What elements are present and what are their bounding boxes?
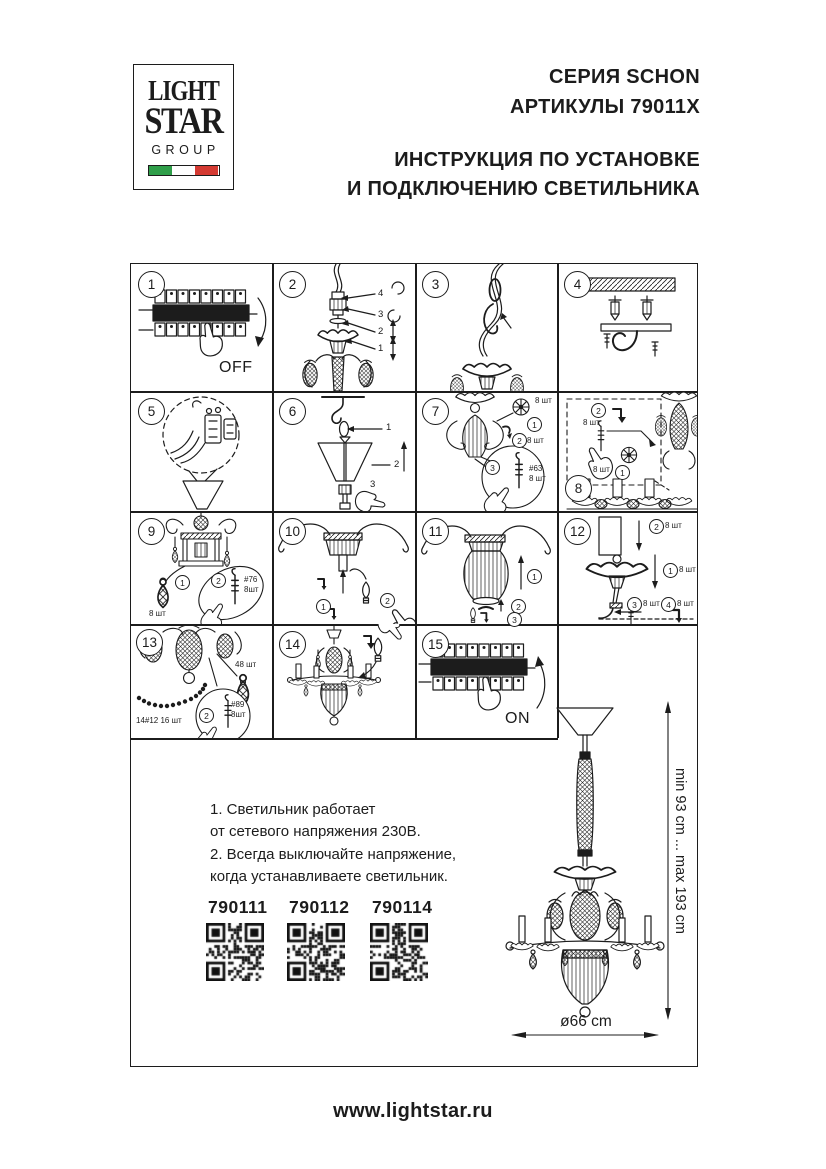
crystal-pendant-part [158,579,168,608]
step-number: 5 [138,398,165,425]
part-ref-1: 1 [527,569,542,584]
step-1 [131,264,272,391]
website-url: www.lightstar.ru [333,1100,493,1122]
part-ref-2: 2 [591,403,606,418]
part-ref-1: 1 [316,599,331,614]
step-7 [415,391,557,511]
step-12 [557,511,697,624]
part-ref-2: 2 [649,519,664,534]
italian-flag-bar [148,165,220,176]
step-6 [272,391,415,511]
flag-white [172,166,195,175]
diameter-dimension-label: ø66 cm [560,1013,612,1030]
note-line: 2. Всегда выключайте напряжение, [210,845,457,863]
part-label-1: 1 [378,343,384,354]
step-5 [131,391,272,511]
rosette-part [621,447,636,462]
part-ref-4: 4 [661,597,676,612]
part-code: #76 [244,575,258,584]
lightstar-logo [133,64,234,190]
logo-word-star: STAR [144,101,223,142]
chandelier-dimension-drawing [470,688,700,1048]
hand-icon [354,490,387,511]
qty-label: 8 шт [149,609,166,618]
part-ref-3: 3 [627,597,642,612]
qty-label: 48 шт [235,660,257,669]
part-label-3: 3 [370,479,376,490]
part-label-2: 2 [378,326,384,337]
flag-red [195,166,218,175]
qty-label: 8 шт [643,599,660,608]
step-number: 1 [138,271,165,298]
part-label-2: 2 [394,459,400,470]
qty-label: 8 шт [677,599,694,608]
article-number-3: 790114 [372,897,433,917]
step-number: 3 [422,271,449,298]
article-number-1: 790111 [208,897,268,917]
rosette-part [513,399,529,415]
safety-notes [210,799,456,889]
part-code: #63 [529,464,543,473]
bulb-icon [471,608,476,623]
part-ref-2: 2 [511,599,526,614]
step-number: 14 [279,631,306,658]
part-ref-2: 2 [512,433,527,448]
part-ref-1: 1 [615,465,630,480]
part-ref-2: 2 [199,708,214,723]
instruction-title-line1: ИНСТРУКЦИЯ ПО УСТАНОВКЕ [394,149,700,171]
articles-title: АРТИКУЛЫ 79011X [509,96,700,118]
part-ref-2: 2 [380,593,395,608]
qty-label: 8 шт [535,396,552,405]
step-number: 12 [564,518,591,545]
step-13 [131,624,272,738]
instruction-title-line2: И ПОДКЛЮЧЕНИЮ СВЕТИЛЬНИКА [346,178,700,200]
step-number: 8 [565,475,592,502]
document-header [347,62,700,204]
flag-green [149,166,172,175]
step-number: 2 [279,271,306,298]
part-label-1: 1 [386,422,392,433]
turn-off-arrow [258,298,266,341]
note-line: 1. Светильник работает [210,801,376,818]
anchor-left [609,296,621,320]
instruction-title [347,146,700,204]
part-ref-1: 1 [175,575,190,590]
step-number: 4 [564,271,591,298]
qty-label: 8 шт [679,565,696,574]
step-4 [557,264,697,391]
part-code: #89 [231,700,245,709]
part-ref-1: 1 [663,563,678,578]
step-number: 13 [136,629,163,656]
qty-label: 8шт [244,585,259,594]
step-8 [557,391,697,511]
step-number: 10 [279,518,306,545]
part-ref-3: 3 [485,460,500,475]
part-ref-3: 3 [507,612,522,627]
qr-code [287,923,345,981]
step-10 [272,511,415,624]
ceiling-hook [613,331,637,350]
part-label-3: 3 [378,309,384,320]
qty-label: 8шт [231,710,246,719]
part-ref-2: 2 [211,573,226,588]
note-line: от сетевого напряжения 230В. [210,823,421,841]
bulb-icon [374,638,381,661]
qty-label: 8 шт [583,418,600,427]
note-line: когда устанавливаете светильник. [210,868,448,886]
logo-word-group: GROUP [151,143,220,157]
anchor-right [641,296,653,320]
chain-label: 14#12 16 шт [136,716,182,725]
step-11 [415,511,557,624]
bead-chain [137,683,207,708]
step-14 [272,624,415,738]
logo-word-light: LIGHT [148,76,219,107]
qty-label: 8 шт [527,436,544,445]
article-number-2: 790112 [289,897,350,917]
breaker-on-label: ON [505,710,530,727]
part-ref-1: 1 [527,417,542,432]
step-number: 9 [138,518,165,545]
step-number: 6 [279,398,306,425]
qr-code [206,923,264,981]
qr-code [370,923,428,981]
bulb-icon [363,582,370,603]
breaker-off-label: OFF [219,359,253,376]
height-dimension-label: min 93 cm ... max 193 cm [672,768,688,934]
qty-label: 8 шт [593,465,610,474]
step-number: 11 [422,518,449,545]
qty-label: 8 шт [529,474,546,483]
part-label-4: 4 [378,288,384,299]
step-3 [415,264,557,391]
step-9 [131,511,272,624]
step-number: 15 [422,631,449,658]
qty-label: 8 шт [665,521,682,530]
step-2 [272,264,415,391]
series-title: СЕРИЯ SCHON [549,66,700,88]
step-number: 7 [422,398,449,425]
